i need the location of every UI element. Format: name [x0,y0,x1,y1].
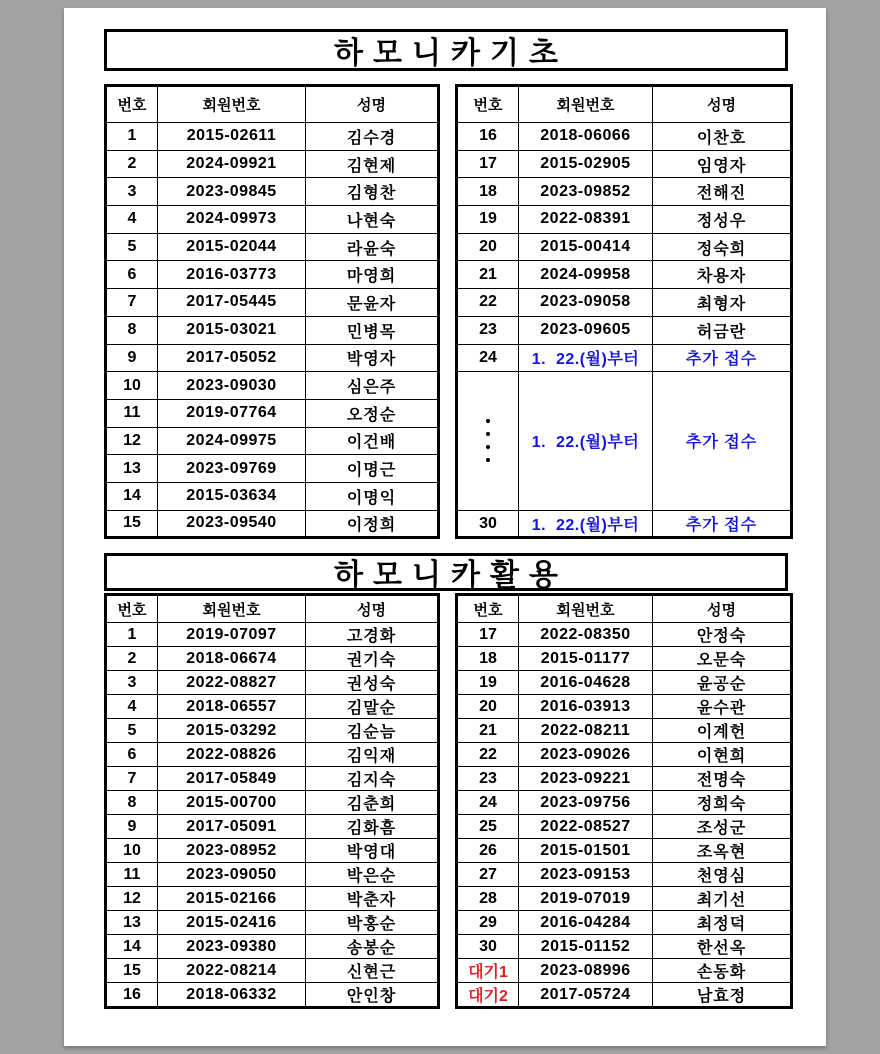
row-number-cell: 20 [457,695,519,719]
table-row [106,261,439,289]
table-row [457,983,792,1008]
row-number-cell: 22 [457,743,519,767]
row-number-cell: 1 [106,623,158,647]
name-cell: 안인창 [306,983,439,1008]
name-cell: 심은주 [306,372,439,400]
row-number-cell: 2 [106,647,158,671]
table-row [457,815,792,839]
row-number-cell: 5 [106,233,158,261]
member-number-cell: 2017-05724 [519,983,653,1008]
table-row [106,719,439,743]
table-row [106,316,439,344]
name-cell: 송봉순 [306,935,439,959]
member-number-cell: 2023-09605 [519,316,653,344]
row-number-cell: 22 [457,289,519,317]
header-name: 성명 [306,595,439,623]
header-no: 번호 [457,86,519,123]
name-cell: 차용자 [653,261,792,289]
member-number-cell: 2018-06332 [158,983,306,1008]
section2-title: 하모니카활용 [334,559,568,592]
member-number-cell: 2018-06674 [158,647,306,671]
table-row [457,178,792,206]
row-number-cell: 5 [106,719,158,743]
row-number-cell: 17 [457,150,519,178]
vertical-ellipsis-icon [458,419,518,462]
name-cell: 오문숙 [653,647,792,671]
row-number-cell: 대기1 [457,959,519,983]
member-number-cell: 2024-09973 [158,206,306,234]
row-number-cell: 6 [106,743,158,767]
member-number-cell: 2017-05091 [158,815,306,839]
row-number-cell: 20 [457,233,519,261]
table-row [457,719,792,743]
table-row [106,815,439,839]
name-cell: 정성우 [653,206,792,234]
row-number-cell: 12 [106,427,158,455]
member-number-cell: 1. 22.(월)부터 [519,510,653,538]
advanced-course-table-right [455,593,793,1009]
name-cell: 추가 접수 [653,344,792,372]
member-number-cell: 2022-08211 [519,719,653,743]
table-row [457,206,792,234]
member-number-cell: 2015-02416 [158,911,306,935]
row-number-cell: 21 [457,719,519,743]
name-cell: 허금란 [653,316,792,344]
member-number-cell: 2017-05849 [158,767,306,791]
name-cell: 천영심 [653,863,792,887]
name-cell: 전해진 [653,178,792,206]
table-header-row [106,595,439,623]
name-cell: 윤수관 [653,695,792,719]
table-row [457,839,792,863]
member-number-cell: 2015-02044 [158,233,306,261]
row-number-cell: 28 [457,887,519,911]
row-number-cell: 9 [106,815,158,839]
name-cell: 이명근 [306,455,439,483]
member-number-cell: 2016-04628 [519,671,653,695]
row-number-cell: 15 [106,959,158,983]
name-cell: 정희숙 [653,791,792,815]
name-cell: 박춘자 [306,887,439,911]
row-number-cell: 21 [457,261,519,289]
name-cell: 정숙희 [653,233,792,261]
member-number-cell: 1. 22.(월)부터 [519,372,653,511]
table-row [457,671,792,695]
row-number-cell: 16 [457,123,519,151]
row-number-cell: 29 [457,911,519,935]
table-row [106,935,439,959]
table-row [106,344,439,372]
table-row [106,372,439,400]
name-cell: 김말순 [306,695,439,719]
table-row [106,482,439,510]
row-number-cell: 13 [106,911,158,935]
row-number-cell: 8 [106,791,158,815]
table-row [457,233,792,261]
table-row [106,791,439,815]
name-cell: 나현숙 [306,206,439,234]
header-member-number: 회원번호 [519,86,653,123]
table-row [457,316,792,344]
member-number-cell: 2015-03292 [158,719,306,743]
name-cell: 박영대 [306,839,439,863]
table-row [106,399,439,427]
name-cell: 문윤자 [306,289,439,317]
table-row [106,911,439,935]
basic-course-table-left [104,84,440,539]
table-row [457,743,792,767]
table-row [106,150,439,178]
name-cell: 김형찬 [306,178,439,206]
table-row [106,123,439,151]
row-number-cell: 6 [106,261,158,289]
table-row [457,261,792,289]
advanced-course-table-left [104,593,440,1009]
row-number-cell: 7 [106,289,158,317]
name-cell: 권기숙 [306,647,439,671]
member-number-cell: 2024-09975 [158,427,306,455]
name-cell: 추가 접수 [653,372,792,511]
row-number-cell: 13 [106,455,158,483]
member-number-cell: 2023-09769 [158,455,306,483]
table-row [457,887,792,911]
row-number-cell: 26 [457,839,519,863]
name-cell: 조성군 [653,815,792,839]
row-number-cell: 19 [457,671,519,695]
member-number-cell: 2023-09153 [519,863,653,887]
name-cell: 남효정 [653,983,792,1008]
row-number-cell: 19 [457,206,519,234]
member-number-cell: 2015-02166 [158,887,306,911]
table-row [106,887,439,911]
member-number-cell: 2015-01501 [519,839,653,863]
name-cell: 신현근 [306,959,439,983]
member-number-cell: 2022-08527 [519,815,653,839]
row-number-cell: 24 [457,344,519,372]
name-cell: 김춘희 [306,791,439,815]
name-cell: 김순늠 [306,719,439,743]
row-number-cell: 23 [457,316,519,344]
row-number-cell: 10 [106,372,158,400]
member-number-cell: 2023-09050 [158,863,306,887]
row-number-cell: 25 [457,815,519,839]
table-row [457,510,792,538]
table-row [106,427,439,455]
name-cell: 김지숙 [306,767,439,791]
table-row [457,623,792,647]
name-cell: 김현제 [306,150,439,178]
table-row [457,123,792,151]
table-row [457,372,792,511]
member-number-cell: 2015-02905 [519,150,653,178]
name-cell: 권성숙 [306,671,439,695]
name-cell: 추가 접수 [653,510,792,538]
name-cell: 고경화 [306,623,439,647]
table-row [457,791,792,815]
ellipsis-cell [457,372,519,511]
header-member-number: 회원번호 [158,86,306,123]
name-cell: 윤공순 [653,671,792,695]
table-row [106,863,439,887]
table-row [106,206,439,234]
table-row [457,911,792,935]
table-row [106,289,439,317]
row-number-cell: 4 [106,206,158,234]
member-number-cell: 2023-09756 [519,791,653,815]
header-no: 번호 [106,595,158,623]
member-number-cell: 2023-08996 [519,959,653,983]
member-number-cell: 2022-08826 [158,743,306,767]
header-name: 성명 [653,86,792,123]
header-member-number: 회원번호 [158,595,306,623]
row-number-cell: 18 [457,647,519,671]
table-row [106,743,439,767]
member-number-cell: 2016-03913 [519,695,653,719]
member-number-cell: 2017-05052 [158,344,306,372]
row-number-cell: 17 [457,623,519,647]
table-row [457,150,792,178]
table-row [106,695,439,719]
member-number-cell: 2015-03021 [158,316,306,344]
row-number-cell: 23 [457,767,519,791]
name-cell: 김익재 [306,743,439,767]
name-cell: 손동화 [653,959,792,983]
table-row [106,455,439,483]
section2-title-box [104,553,788,591]
row-number-cell: 3 [106,178,158,206]
member-number-cell: 2015-00414 [519,233,653,261]
table-row [106,178,439,206]
table-row [457,935,792,959]
table-header-row [457,595,792,623]
table-row [457,863,792,887]
row-number-cell: 9 [106,344,158,372]
row-number-cell: 2 [106,150,158,178]
table-row [106,959,439,983]
member-number-cell: 2023-09058 [519,289,653,317]
member-number-cell: 2018-06066 [519,123,653,151]
table-row [457,289,792,317]
member-number-cell: 2015-02611 [158,123,306,151]
row-number-cell: 3 [106,671,158,695]
member-number-cell: 2023-09845 [158,178,306,206]
document-page [64,8,826,1046]
member-number-cell: 2023-09030 [158,372,306,400]
row-number-cell: 16 [106,983,158,1008]
name-cell: 라윤숙 [306,233,439,261]
row-number-cell: 30 [457,510,519,538]
table-row [457,767,792,791]
member-number-cell: 2024-09958 [519,261,653,289]
member-number-cell: 1. 22.(월)부터 [519,344,653,372]
row-number-cell: 8 [106,316,158,344]
row-number-cell: 30 [457,935,519,959]
member-number-cell: 2022-08827 [158,671,306,695]
table-row [106,233,439,261]
name-cell: 이건배 [306,427,439,455]
row-number-cell: 18 [457,178,519,206]
member-number-cell: 2022-08350 [519,623,653,647]
name-cell: 이명익 [306,482,439,510]
member-number-cell: 2016-04284 [519,911,653,935]
name-cell: 최기선 [653,887,792,911]
row-number-cell: 10 [106,839,158,863]
member-number-cell: 2015-03634 [158,482,306,510]
row-number-cell: 14 [106,482,158,510]
member-number-cell: 2023-09026 [519,743,653,767]
name-cell: 임영자 [653,150,792,178]
name-cell: 한선옥 [653,935,792,959]
member-number-cell: 2016-03773 [158,261,306,289]
member-number-cell: 2019-07097 [158,623,306,647]
header-name: 성명 [653,595,792,623]
table-row [106,623,439,647]
name-cell: 김화흠 [306,815,439,839]
member-number-cell: 2019-07019 [519,887,653,911]
name-cell: 이찬호 [653,123,792,151]
name-cell: 박홍순 [306,911,439,935]
member-number-cell: 2022-08391 [519,206,653,234]
table-row [106,647,439,671]
member-number-cell: 2022-08214 [158,959,306,983]
member-number-cell: 2018-06557 [158,695,306,719]
name-cell: 이현희 [653,743,792,767]
member-number-cell: 2015-00700 [158,791,306,815]
row-number-cell: 7 [106,767,158,791]
table-row [457,959,792,983]
row-number-cell: 27 [457,863,519,887]
table-row [457,344,792,372]
name-cell: 전명숙 [653,767,792,791]
row-number-cell: 12 [106,887,158,911]
name-cell: 이계헌 [653,719,792,743]
member-number-cell: 2023-09852 [519,178,653,206]
header-member-number: 회원번호 [519,595,653,623]
row-number-cell: 24 [457,791,519,815]
row-number-cell: 15 [106,510,158,538]
table-row [457,647,792,671]
header-no: 번호 [457,595,519,623]
name-cell: 박영자 [306,344,439,372]
name-cell: 마영희 [306,261,439,289]
header-name: 성명 [306,86,439,123]
name-cell: 안정숙 [653,623,792,647]
row-number-cell: 11 [106,399,158,427]
name-cell: 민병목 [306,316,439,344]
row-number-cell: 1 [106,123,158,151]
section1-title-box [104,29,788,71]
member-number-cell: 2023-08952 [158,839,306,863]
table-row [106,671,439,695]
name-cell: 오정순 [306,399,439,427]
table-row [106,983,439,1008]
member-number-cell: 2023-09540 [158,510,306,538]
row-number-cell: 11 [106,863,158,887]
name-cell: 김수경 [306,123,439,151]
row-number-cell: 대기2 [457,983,519,1008]
row-number-cell: 14 [106,935,158,959]
table-row [457,695,792,719]
member-number-cell: 2023-09221 [519,767,653,791]
name-cell: 최형자 [653,289,792,317]
member-number-cell: 2017-05445 [158,289,306,317]
member-number-cell: 2015-01177 [519,647,653,671]
name-cell: 박은순 [306,863,439,887]
name-cell: 최정덕 [653,911,792,935]
section1-title: 하모니카기초 [334,37,568,70]
table-row [106,767,439,791]
name-cell: 이정희 [306,510,439,538]
header-no: 번호 [106,86,158,123]
name-cell: 조옥현 [653,839,792,863]
member-number-cell: 2023-09380 [158,935,306,959]
table-row [106,839,439,863]
basic-course-table-right [455,84,793,539]
member-number-cell: 2019-07764 [158,399,306,427]
member-number-cell: 2024-09921 [158,150,306,178]
member-number-cell: 2015-01152 [519,935,653,959]
row-number-cell: 4 [106,695,158,719]
table-header-row [457,86,792,123]
table-header-row [106,86,439,123]
table-row [106,510,439,538]
